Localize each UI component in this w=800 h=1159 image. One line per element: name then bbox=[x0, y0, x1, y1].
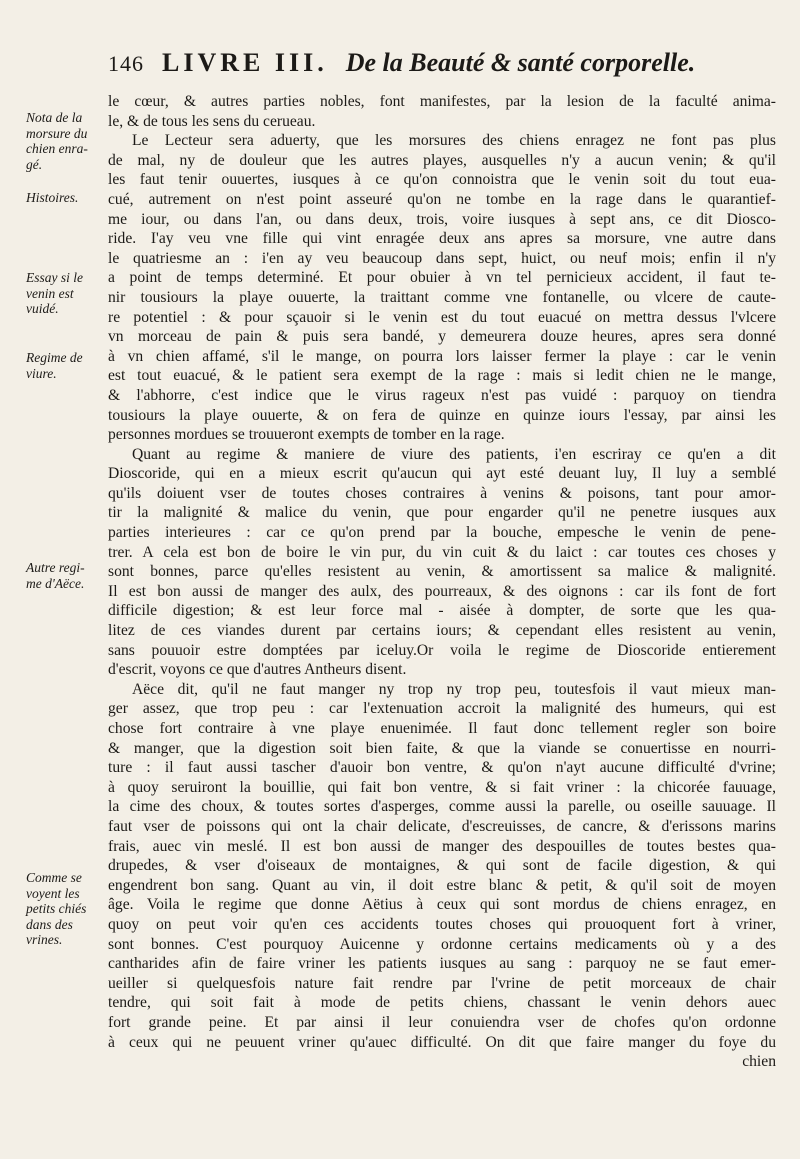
text-line: parties interieures : car ce qu'on prend par la bouche, empesche le venin de pene- bbox=[108, 524, 776, 542]
margin-note bbox=[26, 190, 102, 206]
text-line: tir la malignité & malice du venin, que pour engarder qu'il ne penetre iusques aux bbox=[108, 504, 776, 522]
margin-note-line: venin est bbox=[26, 285, 74, 301]
text-line: drupedes, & vser d'oiseaux de montaignes, & qui sont de facile digestion, & qui bbox=[108, 857, 776, 875]
text-line: chose fort contraire à vne playe enuenimée. Il faut donc tellement regler son boire bbox=[108, 720, 776, 737]
text-line: trer. A cela est bon de boire le vin pur, du vin cuit & du laict : car toutes ces choses y bbox=[108, 543, 776, 561]
text-line: sont bonnes. C'est pourquoy Auicenne y ordonne certains medicaments où y a des bbox=[108, 935, 776, 953]
text-line: le cœur, & autres parties nobles, font manifestes, par la lesion de la faculté anima- bbox=[108, 93, 776, 110]
margin-note-line: Nota de la bbox=[26, 110, 83, 125]
margin-note-line: Autre regi- bbox=[26, 560, 85, 575]
text-line: re potentiel : & pour sçauoir si le venin est du tout euacué on mettra dessus l'vlcere bbox=[108, 308, 776, 326]
text-line: qu'ils doiuent vser de toutes choses contraires à venins & poisons, tant pour amor- bbox=[108, 484, 776, 502]
text-line: & manger, que la digestion soit bien faite, & que la viande se conuertisse en nourri- bbox=[108, 739, 776, 757]
margin-note bbox=[26, 350, 102, 381]
page-number: 146 bbox=[108, 51, 144, 76]
margin-note-line: gé. bbox=[26, 156, 43, 172]
text-line: ture : il faut aussi tascher d'auoir bon ventre, & qu'on n'ayt aucune difficulté d'vrine; bbox=[108, 759, 776, 777]
text-line: frais, auec vin meslé. Il est bon aussi de manger des despouilles de toutes bestes qua- bbox=[108, 837, 776, 855]
text-line: Il est bon aussi de manger des aulx, des pourreaux, & des oignons : car ils font de fort bbox=[108, 582, 776, 600]
margin-note-line: dans des bbox=[26, 916, 73, 932]
margin-note-line: chien enra- bbox=[26, 141, 88, 156]
text-line: d'escrit, voyons ce que d'autres Antheurs disent. bbox=[108, 661, 407, 679]
text-line: personnes mordues se trouueront exempts de tomber en la rage. bbox=[108, 426, 505, 444]
margin-note bbox=[26, 560, 102, 591]
text-line: faut vser de poissons qui ont la chair delicate, d'escreuisses, de cancre, & d'erissons marins bbox=[108, 817, 776, 835]
text-line: tendre, qui soit fait à mode de petits chiens, chassant le venin dehors auec bbox=[108, 994, 776, 1012]
text-line: nir tousiours la playe ouuerte, la traittant comme vne fontanelle, ou vlcere de caute- bbox=[108, 288, 776, 306]
text-line: litez de ces viandes durent par certains iours; & cependant elles resistent au venin, bbox=[108, 622, 776, 640]
margin-note bbox=[26, 270, 102, 317]
text-line: & l'abhorre, c'est indice que le virus rageux n'est pas vuidé : parquoy on tiendra bbox=[108, 386, 776, 404]
margin-note-line: viure. bbox=[26, 365, 57, 381]
text-line: fort grande peine. Et par ainsi il leur conuiendra vser de chofes qu'on ordonne bbox=[108, 1013, 776, 1031]
text-line: ger assez, que trop peu : car l'extenuation accroit la malignité des humeurs, qui est bbox=[108, 700, 776, 718]
margin-note-line: vuidé. bbox=[26, 301, 59, 316]
text-line: sans pouuoir estre domptées par iceluy.Or voila le regime de Dioscoride entierement bbox=[108, 641, 776, 659]
margin-note-line: morsure du bbox=[26, 125, 88, 141]
text-line: le, & de tous les sens du cerueau. bbox=[108, 112, 316, 130]
text-line: Le Lecteur sera aduerty, que les morsures des chiens enragez ne font pas plus bbox=[132, 132, 776, 150]
running-title: LIVRE III. bbox=[162, 48, 328, 77]
text-line: a point de temps determiné. Et pour obuier à vn tel pernicieux accident, il faut te- bbox=[108, 269, 776, 287]
text-line: à ceux qui ne peuuent vriner qu'auec difficulté. On dit que faire manger du foye du bbox=[108, 1033, 776, 1051]
text-line: Dioscoride, qui en a mieux escrit qu'aucun qui ayt esté deuant luy, Il luy a semblé bbox=[108, 465, 776, 483]
text-line: à quoy seruiront la bouillie, qui fait bon ventre, & si fait vriner : la chicorée fauuage, bbox=[108, 778, 776, 796]
margin-note-line: Essay si le bbox=[26, 270, 83, 285]
text-line: Quant au regime & maniere de viure des patients, i'en escriray ce qu'en a dit bbox=[132, 445, 776, 463]
text-line: Aëce dit, qu'il ne faut manger ny trop ny trop peu, toutesfois il vaut mieux man- bbox=[132, 680, 776, 698]
text-line: me iour, ou dans l'an, ou dans deux, trois, voire iusques à sept ans, ce dit Diosco- bbox=[108, 210, 776, 228]
margin-note-line: vrines. bbox=[26, 932, 63, 947]
text-line: le quatriesme an : i'en ay veu beaucoup dans sept, huict, ou neuf mois; enfin il n'y bbox=[108, 249, 776, 267]
margin-note-line: petits chiés bbox=[26, 901, 87, 916]
text-line: de mal, ny de douleur que les autres playes, ausquelles n'y a aucun venin; & qu'il bbox=[108, 151, 776, 169]
text-line: la cime des choux, & toutes sortes d'asperges, comme aussi la parelle, ou oseille sauuage. Il bbox=[108, 798, 776, 816]
margin-note bbox=[26, 110, 102, 172]
running-subtitle: De la Beauté & santé corporelle. bbox=[345, 48, 696, 77]
text-line: les faut tenir ouuertes, iusques à ce qu'on connoistra que le venin soit du tout eua- bbox=[108, 171, 776, 189]
text-line: difficile digestion; & est leur force mal - aisée à dompter, de sorte que les qua- bbox=[108, 602, 776, 620]
main-text bbox=[108, 92, 776, 1072]
text-line: cantharides afin de faire vriner les patients iusques au sang : parquoy ne se faut emer- bbox=[108, 955, 776, 973]
text-line: à vn chien affamé, s'il le mange, on pourra lors laisser fermer la playe : car le venin bbox=[108, 347, 776, 365]
text-line: âge. Voila le regime que donne Aëtius à ceux qui sont mordus de chiens enragez, en bbox=[108, 896, 776, 914]
margin-note-line: me d'Aëce. bbox=[26, 575, 85, 591]
text-line: tousiours la playe ouuerte, & on fera de quinze en quinze iours l'essay, par ainsi les bbox=[108, 406, 776, 424]
text-line: est tout euacué, & le patient sera exempt de la rage : mais si ledit chien ne le mange, bbox=[108, 367, 776, 385]
text-line: engendrent bon sang. Quant au vin, il doit estre blanc & petit, & qu'il soit de moyen bbox=[108, 876, 776, 894]
page-header bbox=[108, 48, 768, 88]
text-line: vn morceau de pain & puis sera bandé, y demeurera douze heures, apres sera donné bbox=[108, 328, 776, 346]
text-line: quoy on peut voir qu'en ces accidents toutes choses qui prouoquent fort à vriner, bbox=[108, 915, 776, 933]
text-line: ride. I'ay veu vne fille qui vint enragée deux ans apres sa morsure, vne autre dans bbox=[108, 230, 776, 248]
text-line: ueiller si quelquesfois nature fait rendre par l'vrine de petit morceaux de chair bbox=[108, 974, 776, 992]
margin-note bbox=[26, 870, 102, 948]
margin-note-line: voyent les bbox=[26, 885, 80, 901]
margin-note-line: Histoires. bbox=[26, 190, 79, 205]
text-line: cué, autrement on n'est point asseuré qu'on ne tombe en la rage dans le quarantief- bbox=[108, 190, 776, 208]
margin-note-line: Comme se bbox=[26, 870, 82, 885]
margin-note-line: Regime de bbox=[26, 350, 83, 365]
text-line: chien bbox=[742, 1053, 776, 1071]
text-line: sont bonnes, parce qu'elles resistent au venin, & amortissent sa malice & malignité. bbox=[108, 563, 776, 581]
